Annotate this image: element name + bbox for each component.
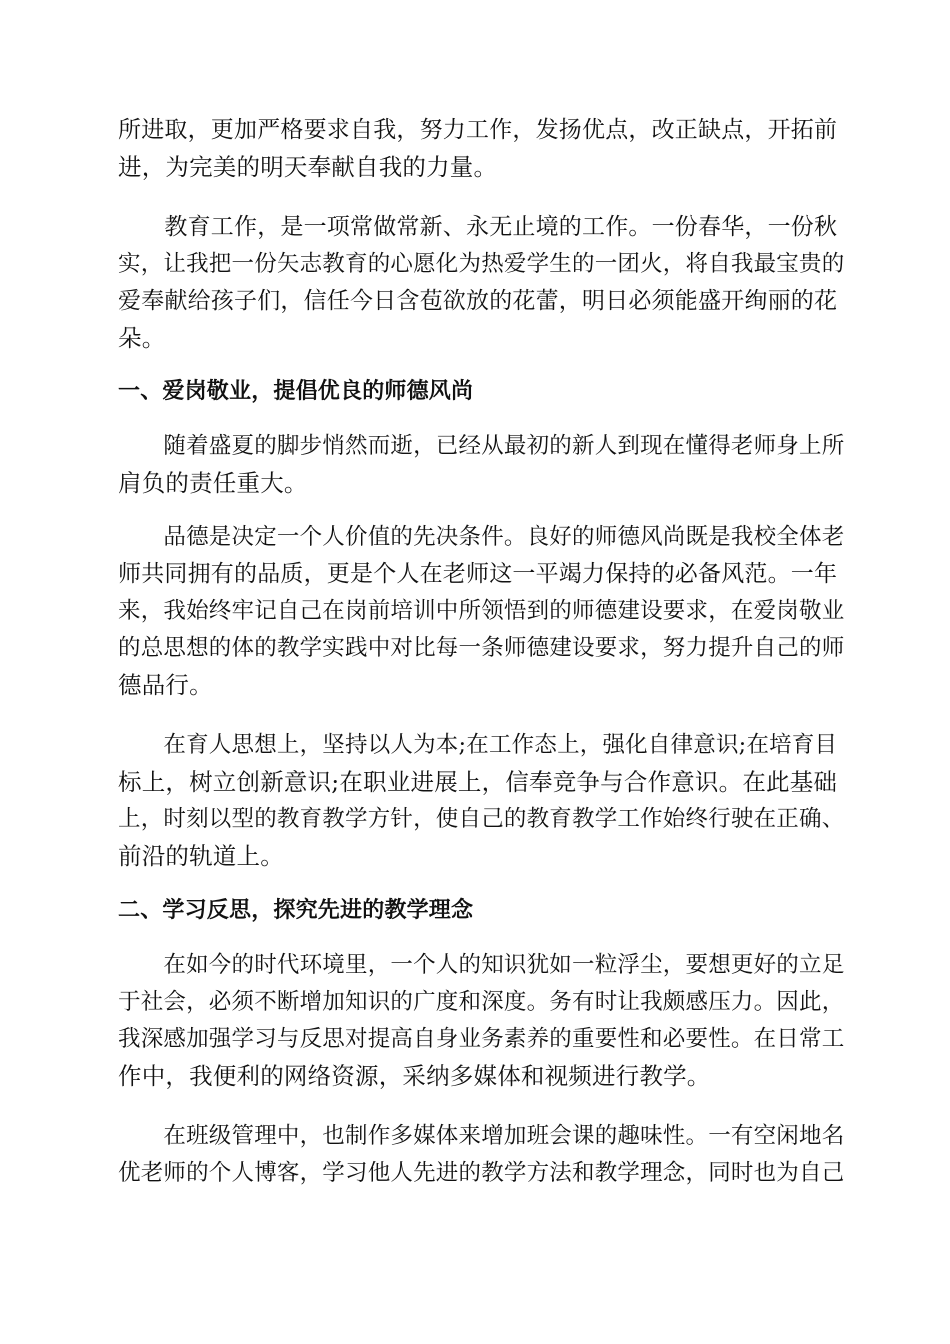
text-line: 的总思想的体的教学实践中对比每一条师德建设要求，努力提升自己的师 bbox=[118, 635, 845, 661]
text-line: 在班级管理中，也制作多媒体来增加班会课的趣味性。一有空闲地名 bbox=[118, 1123, 845, 1149]
text-line: 朵。 bbox=[118, 324, 166, 352]
text-line: 爱奉献给孩子们，信任今日含苞欲放的花蕾，明日必须能盛开绚丽的花 bbox=[118, 288, 838, 314]
text-line: 在如今的时代环境里，一个人的知识犹如一粒浮尘，要想更好的立足 bbox=[118, 952, 845, 978]
section-heading: 二、学习反思，探究先进的教学理念 bbox=[118, 898, 474, 923]
text-line: 作中，我便利的网络资源，采纳多媒体和视频进行教学。 bbox=[118, 1062, 711, 1090]
text-line: 肩负的责任重大。 bbox=[118, 469, 308, 497]
section-heading: 一、爱岗敬业，提倡优良的师德风尚 bbox=[118, 379, 474, 404]
text-line: 师共同拥有的品质，更是个人在老师这一平竭力保持的必备风范。一年 bbox=[118, 561, 838, 587]
text-line: 德品行。 bbox=[118, 671, 213, 699]
text-line: 优老师的个人博客，学习他人先进的教学方法和教学理念，同时也为自己 bbox=[118, 1160, 845, 1186]
text-line: 前沿的轨道上。 bbox=[118, 842, 284, 870]
text-line: 于社会，必须不断增加知识的广度和深度。务有时让我颇感压力。因此， bbox=[118, 989, 845, 1015]
text-line: 品德是决定一个人价值的先决条件。良好的师德风尚既是我校全体老 bbox=[118, 524, 845, 550]
text-line: 我深感加强学习与反思对提高自身业务素养的重要性和必要性。在日常工 bbox=[118, 1026, 845, 1052]
text-line: 教育工作，是一项常做常新、永无止境的工作。一份春华，一份秋 bbox=[118, 214, 838, 240]
text-line: 实，让我把一份矢志教育的心愿化为热爱学生的一团火，将自我最宝贵的 bbox=[118, 251, 845, 277]
text-line: 标上，树立创新意识;在职业进展上，信奉竞争与合作意识。在此基础 bbox=[118, 768, 838, 796]
text-line: 进，为完美的明天奉献自我的力量。 bbox=[118, 153, 498, 181]
text-line: 随着盛夏的脚步悄然而逝，已经从最初的新人到现在懂得老师身上所 bbox=[118, 433, 845, 459]
text-line: 所进取，更加严格要求自我，努力工作，发扬优点，改正缺点，开拓前 bbox=[118, 117, 838, 143]
text-line: 上，时刻以型的教育教学方针，使自己的教育教学工作始终行驶在正确、 bbox=[118, 806, 845, 832]
text-line: 在育人思想上，坚持以人为本;在工作态上，强化自律意识;在培育目 bbox=[118, 732, 838, 758]
text-line: 来，我始终牢记自己在岗前培训中所领悟到的师德建设要求，在爱岗敬业 bbox=[118, 598, 845, 624]
